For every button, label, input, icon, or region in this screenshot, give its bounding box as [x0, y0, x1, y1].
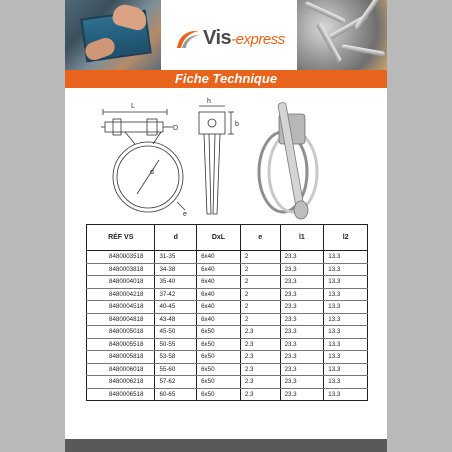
cell-e: 2.3 — [240, 388, 280, 401]
footer-bar — [65, 439, 387, 452]
brand-name — [203, 27, 285, 50]
label-d: d — [150, 169, 154, 176]
table-row — [87, 288, 368, 301]
banner-title: Fiche Technique — [174, 71, 278, 86]
cell-dxl: 6x40 — [197, 276, 241, 289]
table-row — [87, 351, 368, 364]
cell-l2: 13.3 — [324, 376, 368, 389]
cell-e: 2.3 — [240, 326, 280, 339]
clamp-product-photo — [259, 102, 317, 219]
cell-l2: 13.3 — [324, 276, 368, 289]
cell-l2: 13.3 — [324, 338, 368, 351]
cell-e: 2 — [240, 276, 280, 289]
cell-d: 37-42 — [155, 288, 197, 301]
table-row — [87, 326, 368, 339]
cell-l2: 13.3 — [324, 251, 368, 264]
col-l1: l1 — [280, 225, 324, 251]
table-row — [87, 276, 368, 289]
cell-d: 50-55 — [155, 338, 197, 351]
label-b: b — [235, 121, 239, 128]
cell-e: 2 — [240, 313, 280, 326]
table-row — [87, 376, 368, 389]
cell-ref: 8480004018 — [87, 276, 155, 289]
brand-name-main: Vis — [203, 27, 232, 49]
cell-ref: 8480006518 — [87, 388, 155, 401]
cell-l1: 23.3 — [280, 326, 324, 339]
cell-l1: 23.3 — [280, 251, 324, 264]
cell-d: 34-38 — [155, 263, 197, 276]
label-L: L — [131, 103, 135, 110]
cell-l1: 23.3 — [280, 276, 324, 289]
cell-d: 60-65 — [155, 388, 197, 401]
col-e: e — [240, 225, 280, 251]
col-l2: l2 — [324, 225, 368, 251]
cell-dxl: 6x50 — [197, 376, 241, 389]
col-dxl: DxL — [197, 225, 241, 251]
cell-l1: 23.3 — [280, 313, 324, 326]
cell-l2: 13.3 — [324, 313, 368, 326]
swoosh-logo-icon — [175, 26, 201, 52]
col-d: d — [155, 225, 197, 251]
table-row — [87, 388, 368, 401]
label-D: D — [173, 125, 179, 132]
table-row — [87, 251, 368, 264]
cell-e: 2 — [240, 301, 280, 314]
cell-e: 2 — [240, 251, 280, 264]
table-row — [87, 363, 368, 376]
cell-dxl: 6x50 — [197, 338, 241, 351]
table-row — [87, 301, 368, 314]
label-e: e — [183, 211, 187, 218]
cell-ref: 8480006018 — [87, 363, 155, 376]
cell-d: 45-50 — [155, 326, 197, 339]
toolbox-photo — [65, 0, 161, 70]
cell-ref: 8480005018 — [87, 326, 155, 339]
cell-d: 57-62 — [155, 376, 197, 389]
cell-l1: 23.3 — [280, 288, 324, 301]
cell-e: 2.3 — [240, 376, 280, 389]
cell-d: 40-45 — [155, 301, 197, 314]
cell-ref: 8480005518 — [87, 338, 155, 351]
specification-table — [86, 224, 368, 401]
brand-name-accent: -express — [231, 31, 285, 48]
cell-ref: 8480005818 — [87, 351, 155, 364]
col-ref: RÉF VS — [87, 225, 155, 251]
cell-e: 2 — [240, 263, 280, 276]
cell-ref: 8480004218 — [87, 288, 155, 301]
cell-dxl: 6x50 — [197, 326, 241, 339]
cell-ref: 8480003518 — [87, 251, 155, 264]
clamp-side-view — [199, 106, 234, 214]
cell-d: 55-60 — [155, 363, 197, 376]
table-row — [87, 263, 368, 276]
cell-ref: 8480004518 — [87, 301, 155, 314]
table-header-row — [87, 225, 368, 251]
technical-sheet-page — [65, 0, 387, 452]
cell-dxl: 6x50 — [197, 388, 241, 401]
cell-l2: 13.3 — [324, 301, 368, 314]
cell-l1: 23.3 — [280, 301, 324, 314]
cell-dxl: 6x40 — [197, 313, 241, 326]
cell-l2: 13.3 — [324, 288, 368, 301]
brand-logo[interactable] — [175, 26, 293, 52]
cell-l2: 13.3 — [324, 326, 368, 339]
cell-l1: 23.3 — [280, 388, 324, 401]
cell-l2: 13.3 — [324, 363, 368, 376]
cell-l2: 13.3 — [324, 351, 368, 364]
cell-l1: 23.3 — [280, 351, 324, 364]
cell-l2: 13.3 — [324, 388, 368, 401]
cell-d: 53-58 — [155, 351, 197, 364]
cell-e: 2.3 — [240, 338, 280, 351]
cell-d: 35-40 — [155, 276, 197, 289]
table-row — [87, 338, 368, 351]
cell-dxl: 6x40 — [197, 263, 241, 276]
label-h: h — [207, 98, 211, 105]
cell-e: 2 — [240, 288, 280, 301]
screws-photo — [297, 0, 387, 70]
hose-clamp-drawings — [65, 92, 387, 222]
header — [65, 0, 387, 70]
cell-ref: 8480003818 — [87, 263, 155, 276]
cell-dxl: 6x40 — [197, 301, 241, 314]
cell-dxl: 6x50 — [197, 363, 241, 376]
cell-l1: 23.3 — [280, 376, 324, 389]
cell-l1: 23.3 — [280, 263, 324, 276]
cell-e: 2.3 — [240, 351, 280, 364]
cell-d: 43-48 — [155, 313, 197, 326]
cell-ref: 8480004818 — [87, 313, 155, 326]
cell-d: 31-35 — [155, 251, 197, 264]
cell-dxl: 6x40 — [197, 251, 241, 264]
cell-ref: 8480006218 — [87, 376, 155, 389]
cell-e: 2.3 — [240, 363, 280, 376]
cell-dxl: 6x50 — [197, 351, 241, 364]
cell-l1: 23.3 — [280, 363, 324, 376]
fiche-technique-banner — [65, 70, 387, 88]
cell-l1: 23.3 — [280, 338, 324, 351]
cell-l2: 13.3 — [324, 263, 368, 276]
cell-dxl: 6x40 — [197, 288, 241, 301]
table-row — [87, 313, 368, 326]
